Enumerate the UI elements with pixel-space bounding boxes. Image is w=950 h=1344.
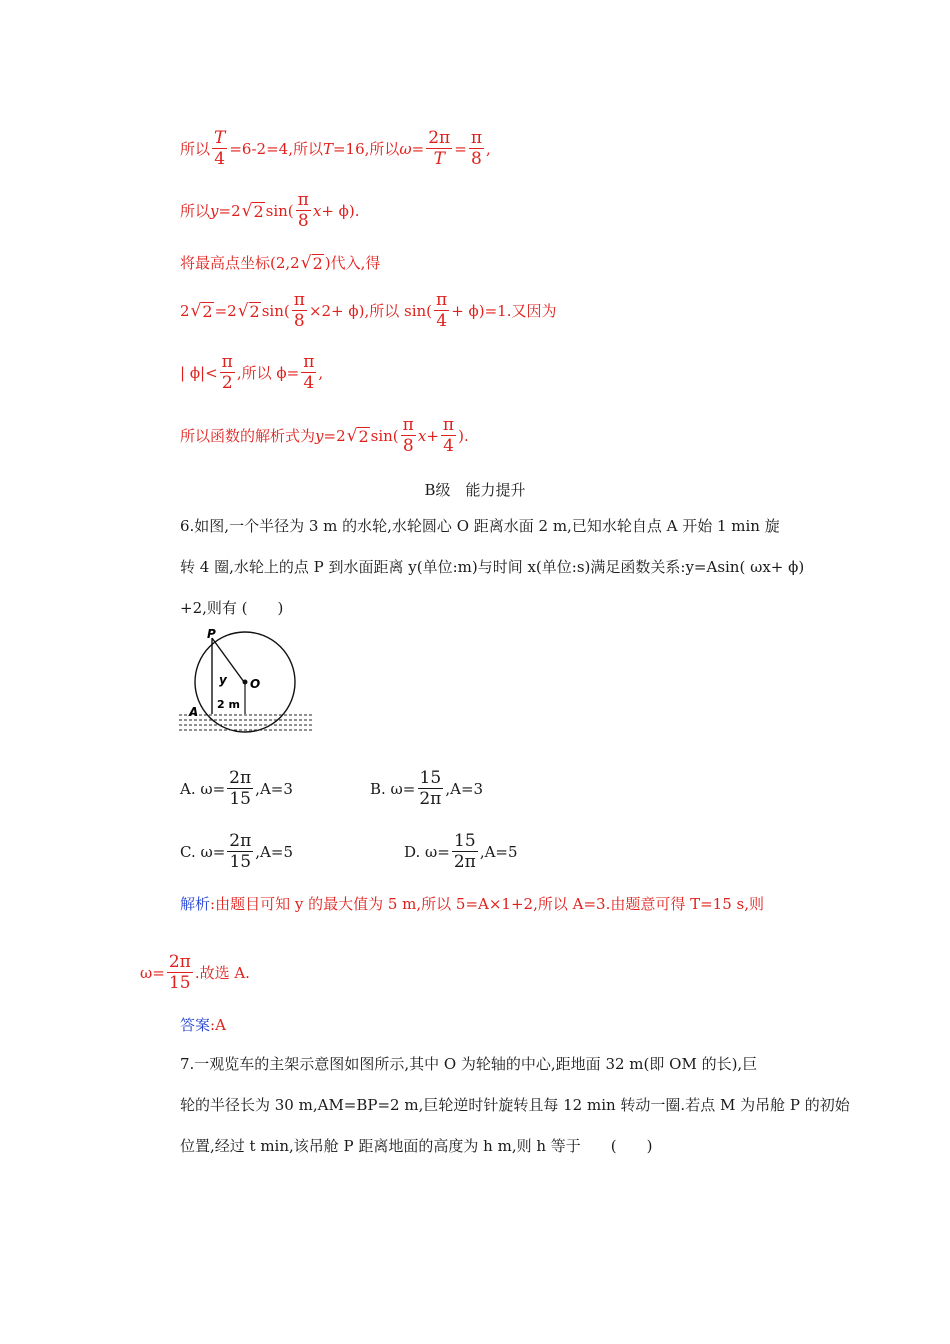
fraction [434, 290, 449, 331]
fraction [301, 352, 316, 393]
text: 将最高点坐标(2,2 [180, 254, 300, 272]
option-tail: ,A=5 [479, 842, 518, 861]
solution-line-2 [180, 190, 360, 231]
text: )代入,得 [324, 254, 381, 272]
radicand: 2 [358, 426, 369, 446]
option-tail: ,A=3 [255, 779, 293, 798]
sqrt: √ 2 [241, 200, 264, 221]
water-wheel-figure [176, 628, 321, 740]
q6-line-1: 6.如图,一个半径为 3 m 的水轮,水轮圆心 O 距离水面 2 m,已知水轮自点 A 开始 1 min 旋 [180, 517, 780, 535]
section-title: B级 能力提升 [424, 481, 526, 499]
option-tail: ,A=5 [255, 842, 293, 861]
numerator: 2π [168, 952, 191, 972]
label-y: y [219, 673, 227, 687]
text: =6-2=4,所以 [229, 140, 323, 158]
numerator: 2π [229, 768, 252, 788]
text: ,所以 ϕ= [236, 364, 300, 382]
text: 所以 [180, 140, 211, 158]
sqrt: √ 2 [346, 425, 369, 446]
radius-line [212, 638, 244, 682]
text: = [411, 139, 425, 158]
fraction [220, 352, 235, 393]
solution-line-1 [180, 128, 491, 169]
water-surface [179, 715, 314, 730]
numerator: 2π [428, 128, 451, 148]
text: =16,所以 [332, 140, 400, 158]
solution-text: :由题目可知 y 的最大值为 5 m,所以 5=A×1+2,所以 A=3.由题意可得 T=15 s,则 [210, 895, 764, 913]
q6-answer [180, 1014, 226, 1035]
option-a[interactable] [180, 768, 293, 809]
q7-line-3: 位置,经过 t min,该吊舱 P 距离地面的高度为 h m,则 h 等于 ( ) [180, 1137, 653, 1155]
solution-label: 解析 [180, 895, 211, 913]
fraction [441, 415, 456, 456]
text: .故选 A. [194, 964, 250, 982]
denominator: 4 [303, 373, 315, 393]
variable: y [315, 426, 324, 445]
denominator: 2π [453, 852, 476, 872]
numerator: 15 [419, 768, 442, 788]
radicand: 2 [202, 301, 213, 321]
denominator: 2π [419, 789, 442, 809]
text: sin( [261, 301, 290, 320]
text: + ϕ)=1.又因为 [451, 302, 557, 320]
denominator: 15 [168, 973, 191, 993]
variable: x [312, 201, 322, 220]
variable: x [417, 426, 427, 445]
q6-solution [180, 893, 764, 914]
option-label: D. ω= [404, 842, 450, 861]
text: =2 [218, 201, 241, 220]
sqrt: √ 2 [190, 300, 213, 321]
denominator: 4 [436, 311, 448, 331]
numerator: 2π [229, 831, 252, 851]
numerator: π [442, 415, 455, 435]
text: sin( [265, 201, 294, 220]
numerator: T [214, 128, 226, 148]
denominator: 8 [297, 211, 309, 231]
text: + [426, 426, 439, 445]
q6-line-2: 转 4 圈,水轮上的点 P 到水面距离 y(单位:m)与时间 x(单位:s)满足函数关系:y=Asin( ωx+ ϕ) [180, 558, 805, 576]
text: 2 [180, 301, 190, 320]
q7-line-2: 轮的半径长为 30 m,AM=BP=2 m,巨轮逆时针旋转且每 12 min 转动一圈.若点 M 为吊舱 P 的初始 [180, 1096, 850, 1114]
denominator: 8 [293, 311, 305, 331]
denominator: 4 [443, 436, 454, 456]
fraction [417, 768, 443, 809]
solution-line-4 [180, 290, 557, 331]
radicand: 2 [312, 253, 323, 273]
option-b[interactable] [370, 768, 483, 809]
text: sin( [370, 426, 399, 445]
fraction [401, 415, 416, 456]
option-d[interactable] [404, 831, 518, 872]
q7-line-1: 7.一观览车的主架示意图如图所示,其中 O 为轮轴的中心,距地面 32 m(即 OM 的长),巨 [180, 1055, 758, 1073]
denominator: 15 [229, 789, 251, 809]
denominator: 8 [402, 436, 414, 456]
solution-line-6 [180, 415, 469, 456]
text: ). [458, 426, 469, 445]
denominator: 2 [221, 373, 233, 393]
numerator: 15 [454, 831, 476, 851]
sqrt: √ 2 [237, 300, 260, 321]
fraction [296, 190, 311, 231]
option-tail: ,A=3 [445, 779, 484, 798]
option-c[interactable] [180, 831, 293, 872]
text: , [318, 363, 324, 382]
q6-line-3: +2,则有 ( ) [180, 599, 284, 617]
denominator: T [433, 149, 445, 169]
solution-line-3 [180, 252, 380, 273]
variable: y [210, 201, 219, 220]
option-label: A. ω= [180, 779, 226, 798]
variable: ω [399, 139, 412, 158]
text: 所以函数的解析式为 [180, 427, 316, 445]
text: =2 [214, 301, 237, 320]
radicand: 2 [253, 201, 264, 221]
center-dot [243, 680, 248, 685]
answer-label: 答案 [180, 1016, 211, 1034]
sqrt: √ 2 [300, 252, 323, 273]
numerator: π [470, 128, 482, 148]
numerator: π [297, 190, 309, 210]
text: = [454, 139, 467, 158]
option-label: B. ω= [370, 779, 416, 798]
fraction [227, 831, 253, 872]
fraction [292, 290, 307, 331]
numerator: π [293, 290, 305, 310]
numerator: π [303, 352, 315, 372]
label-2m: 2 m [217, 698, 240, 711]
option-label: C. ω= [180, 842, 226, 861]
denominator: 15 [229, 852, 252, 872]
numerator: π [436, 290, 448, 310]
text: , [486, 139, 491, 158]
fraction [212, 128, 227, 169]
fraction [227, 768, 253, 809]
text: =2 [323, 426, 346, 445]
text: ω= [140, 963, 165, 982]
fraction [452, 831, 478, 872]
q6-solution-2 [140, 952, 250, 993]
label-a: A [189, 705, 199, 719]
text: | ϕ|< [180, 363, 218, 382]
text: 所以 [180, 202, 211, 220]
solution-line-5 [180, 352, 323, 393]
fraction [167, 952, 193, 993]
label-o: O [250, 677, 261, 691]
text: ×2+ ϕ),所以 sin( [308, 302, 433, 320]
radicand: 2 [249, 301, 260, 321]
variable: T [322, 139, 333, 158]
answer-text: :A [210, 1015, 226, 1034]
fraction [469, 128, 484, 169]
numerator: π [402, 415, 414, 435]
numerator: π [221, 352, 233, 372]
text: + ϕ). [321, 201, 360, 220]
denominator: 4 [214, 149, 226, 169]
fraction [426, 128, 452, 169]
denominator: 8 [470, 149, 482, 169]
label-p: P [207, 628, 216, 641]
